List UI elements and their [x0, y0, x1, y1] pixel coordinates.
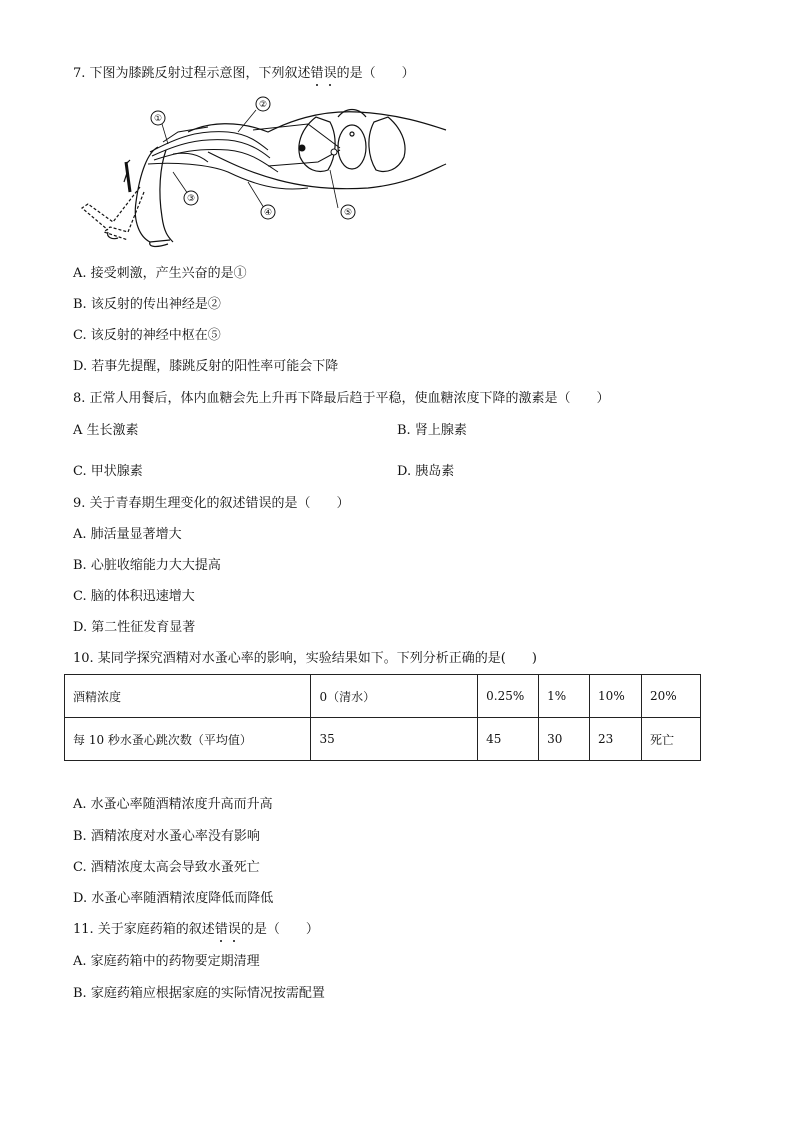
- knee-jerk-reflex-diagram: [78, 92, 450, 252]
- label-5: ⑤: [343, 208, 353, 218]
- q11-option-b: B. 家庭药箱应根据家庭的实际情况按需配置: [73, 986, 325, 1001]
- table-cell: 20%: [642, 675, 701, 718]
- q10-option-d: D. 水蚤心率随酒精浓度降低而降低: [73, 891, 274, 906]
- q10-option-a: A. 水蚤心率随酒精浓度升高而升高: [73, 797, 273, 812]
- table-cell: 45: [478, 718, 539, 761]
- label-2: ②: [258, 100, 268, 110]
- q9-option-a: A. 肺活量显著增大: [73, 527, 182, 542]
- q8-option-b: B. 肾上腺素: [397, 423, 467, 438]
- q7-stem: 7. 下图为膝跳反射过程示意图，下列叙述错误的是（ ）: [73, 66, 415, 81]
- q9-option-d: D. 第二性征发育显著: [73, 620, 196, 635]
- q11-option-a: A. 家庭药箱中的药物要定期清理: [73, 954, 260, 969]
- emphasis-char: 误: [323, 66, 337, 81]
- q10-stem: 10. 某同学探究酒精对水蚤心率的影响，实验结果如下。下列分析正确的是( ): [73, 651, 537, 666]
- emphasis-char: 错: [214, 922, 228, 937]
- q7-option-d: D. 若事先提醒，膝跳反射的阳性率可能会下降: [73, 359, 339, 374]
- q7-option-c: C. 该反射的神经中枢在⑤: [73, 328, 221, 343]
- q11-stem: 11. 关于家庭药箱的叙述错误的是（ ）: [73, 922, 319, 937]
- q10-option-b: B. 酒精浓度对水蚤心率没有影响: [73, 829, 260, 844]
- table-cell: 35: [311, 718, 478, 761]
- table-cell: 30: [539, 718, 590, 761]
- q9-stem: 9. 关于青春期生理变化的叙述错误的是（ ）: [73, 496, 350, 511]
- q7-option-b: B. 该反射的传出神经是②: [73, 297, 221, 312]
- q9-option-c: C. 脑的体积迅速增大: [73, 589, 195, 604]
- q8-stem: 8. 正常人用餐后，体内血糖会先上升再下降最后趋于平稳，使血糖浓度下降的激素是（ ）: [73, 391, 610, 406]
- q7-option-a: A. 接受刺激，产生兴奋的是①: [73, 266, 247, 281]
- table-cell: 1%: [539, 675, 590, 718]
- table-cell: 0（清水）: [311, 675, 478, 718]
- label-1: ①: [153, 114, 163, 124]
- table-cell: 酒精浓度: [65, 675, 311, 718]
- q10-data-table: [64, 674, 701, 761]
- table-cell: 0.25%: [478, 675, 539, 718]
- q10-option-c: C. 酒精浓度太高会导致水蚤死亡: [73, 860, 260, 875]
- q9-option-b: B. 心脏收缩能力大大提高: [73, 558, 221, 573]
- label-3: ③: [186, 194, 196, 204]
- emphasis-char: 误: [227, 922, 241, 937]
- table-row: [65, 718, 701, 761]
- label-4: ④: [263, 208, 273, 218]
- table-cell: 每 10 秒水蚤心跳次数（平均值）: [65, 718, 311, 761]
- q8-option-a: A 生长激素: [73, 423, 139, 438]
- table-cell: 23: [590, 718, 642, 761]
- q8-option-c: C. 甲状腺素: [73, 464, 143, 479]
- table-cell: 10%: [590, 675, 642, 718]
- table-row: [65, 675, 701, 718]
- q8-option-d: D. 胰岛素: [397, 464, 455, 479]
- table-cell: 死亡: [642, 718, 701, 761]
- emphasis-char: 错: [310, 66, 324, 81]
